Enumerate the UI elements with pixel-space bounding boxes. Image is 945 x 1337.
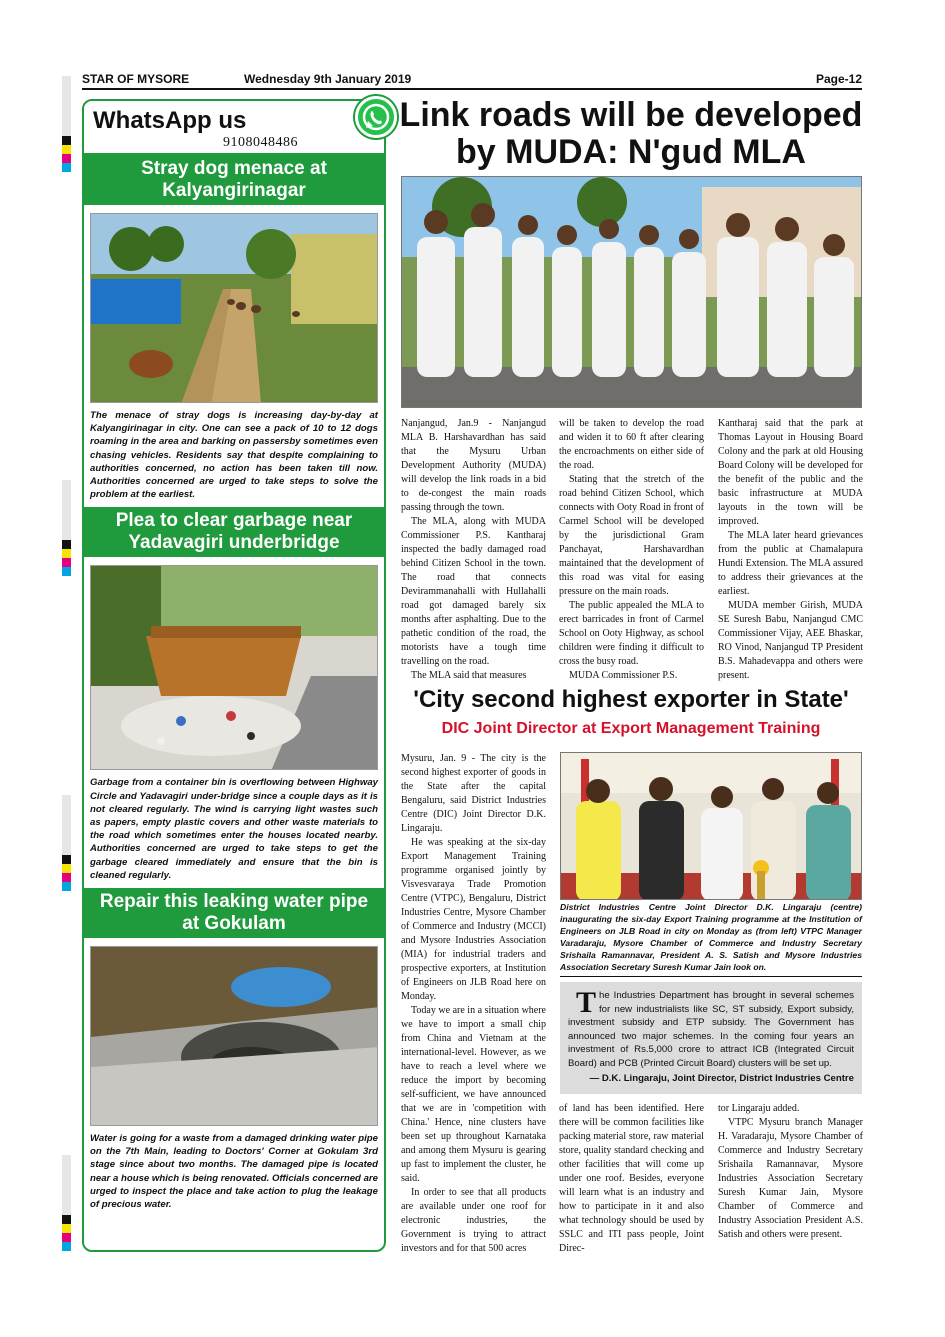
page-number: Page-12 bbox=[815, 72, 862, 86]
whatsapp-number: 9108048486 bbox=[223, 135, 298, 150]
story1-column-1 bbox=[401, 417, 546, 683]
whatsapp-header bbox=[84, 101, 384, 155]
story1-col1-para-3: The MLA said that measures bbox=[411, 670, 527, 681]
issue-date: Wednesday 9th January 2019 bbox=[244, 72, 412, 86]
leaking-pipe-photo bbox=[90, 946, 378, 1126]
sidebar-story-caption-2: Garbage from a container bin is overflowing between Highway Circle and Yadavagiri under-bridge since a couple days as it is not cleared regularly. The wind is carrying light wastes such as papers, empty plastic covers and other waste materials to the road which sometimes enter the houses located nearby. Authorities concerned are urged to take steps to get the garbage cleared immediately and ensure that the bin is cleaned regularly. bbox=[90, 777, 378, 881]
quote-dropcap: T bbox=[576, 986, 597, 1019]
story1-col1-para-2: The MLA, along with MUDA Commissioner P.S. Kantharaj inspected the badly damaged road behind Citizen School in the town. The road that connects Devirammanahalli with Hullahalli road got damaged barely six months after asphalting. Due to the pathetic condition of the road, the motorists have a tough time travelling on the road. bbox=[401, 516, 546, 667]
main-headline: Link roads will be developed by MUDA: N'gud MLA bbox=[399, 96, 863, 171]
stray-dogs-photo bbox=[90, 213, 378, 403]
sidebar-story-heading-2: Plea to clear garbage near Yadavagiri underbridge bbox=[84, 507, 384, 557]
story2-col1-para-2: He was speaking at the six-day Export Management Training programme organised jointly by Visvesvaraya Trade Promotion Centre (VTPC), Bengaluru, District Industries Centre, Mysore Chamber of Commerce and Industry (MCCI) and Mysore Industries Association (MIA) for industrial traders and prospective exporters, at Institution of Engineers on JLB Road here on Monday. bbox=[401, 837, 546, 1002]
export-training-photo bbox=[560, 752, 862, 900]
story1-col2-para-4: MUDA Commissioner P.S. bbox=[569, 670, 678, 681]
story1-column-2 bbox=[559, 417, 704, 683]
story2-subheading: DIC Joint Director at Export Management Training bbox=[441, 720, 821, 737]
sidebar-story-caption-3: Water is going for a waste from a damaged drinking water pipe on the 7th Main, leading to Doctors' Corner at Gokulam 3rd stage since about two months. The damaged pipe is located near a house which is being renovated. Officials concerned are urged to inspect the place and take action to plug the leakage of precious water. bbox=[90, 1133, 378, 1211]
story2-column-2 bbox=[559, 1102, 704, 1256]
story2-column-1 bbox=[401, 752, 546, 1256]
quote-text: he Industries Department has brought in several schemes for new industrialists like SC, ST subsidy, Export subsidy, investment subsidy and ETP subsidy. The Government has announced two major schemes. In the coming four years an investment of Rs.5,000 crore to attract ICB (Integrated Circuit Board) and PCB (Printed Circuit Board) clusters will be set up. bbox=[568, 990, 854, 1069]
sidebar-story-caption-1: The menace of stray dogs is increasing day-by-day at Kalyangirinagar in city. One can see a pack of 10 to 12 dogs roaming in the area and barking on passersby sometimes even chasing vehicles. Residents say that despite complaining to authorities concerned, no action has been taken till now. Authorities concerned are urged to take steps to solve the problem at the earliest. bbox=[90, 410, 378, 501]
story1-col1-para-1: Nanjangud, Jan.9 - Nanjangud MLA B. Harshavardhan has said that the Mysuru Urban Development Authority (MUDA) will develop the link roads in a bid to de-congest the main roads passing through the town. bbox=[401, 418, 546, 513]
mla-inspection-photo bbox=[401, 176, 862, 408]
masthead bbox=[82, 70, 862, 90]
paper-name: STAR OF MYSORE bbox=[82, 72, 190, 86]
story1-col2-para-3: The public appealed the MLA to erect barricades in front of Carmel School on Ooty Highway, as school children were finding it difficult to cross the busy road. bbox=[559, 600, 704, 667]
whatsapp-sidebar bbox=[82, 99, 386, 1252]
story2-headline: 'City second highest exporter in State' bbox=[413, 686, 849, 713]
story1-column-3 bbox=[718, 417, 863, 683]
story1-col3-para-2: The MLA later heard grievances from the public at Chamalapura Hundi Extension. The MLA assured to address their grievances at the earliest. bbox=[718, 530, 863, 597]
story2-col1-para-1: Mysuru, Jan. 9 - The city is the second highest exporter of goods in the State after the capital Bengaluru, said District Industries Centre (DIC) Joint Director D.K. Lingaraju. bbox=[401, 753, 546, 834]
story1-col2-para-2: Stating that the stretch of the road behind Citizen School, which connects with Ooty Road in front of Carmel School will be developed by the jurisdictional Gram Panchayat, Harshavardhan maintained that the development of this road was vital for easing pressure on the main roads. bbox=[559, 474, 704, 597]
story2-col2-para-1: of land has been identified. Here there will be common facilities like packing material store, raw material store, quality standard checking and other facilities that will come up under one roof. Besides, everyone will learn what is an industry and how to participate in it and also what technology should be used by SSLC and ITI pass people, Joint Direc- bbox=[559, 1103, 704, 1254]
story2-col3-para-1: tor Lingaraju added. bbox=[718, 1103, 800, 1114]
story1-col2-para-1: will be taken to develop the road and widen it to 60 ft after clearing the encroachments on either side of the road. bbox=[559, 418, 704, 471]
garbage-bin-photo bbox=[90, 565, 378, 770]
registration-marks-mid bbox=[62, 480, 71, 576]
story1-col3-para-3: MUDA member Girish, MUDA SE Suresh Babu, Nanjangud CMC Commissioner Vijay, AEE Bhaskar, RO Vinod, Nanjangud TP President B.S. Mahadevappa and others were present. bbox=[718, 600, 863, 681]
story2-col1-para-4: In order to see that all products are available under one roof for electronic industries, the Government is trying to attract investors and for that 500 acres bbox=[401, 1187, 546, 1254]
story2-column-3 bbox=[718, 1102, 863, 1242]
registration-marks-top bbox=[62, 76, 71, 172]
export-training-caption: District Industries Centre Joint Director D.K. Lingaraju (centre) inaugurating the six-day Export Training programme at the Institution of Engineers on JLB Road in city on Monday as (from left) VTPC Manager Varadaraju, Mysore Chamber of Commerce and Industry Secretary Srishaila Ramannavar, President A. S. Satish and Mysore Industries Association Secretary Suresh Kumar Jain look on. bbox=[560, 901, 862, 977]
story1-col3-para-1: Kantharaj said that the park at Thomas Layout in Housing Board Colony and the park at old Housing Board Colony will be developed for the benefit of the public and the basic infrastructure at MUDA layouts in the town will be improved. bbox=[718, 418, 863, 527]
registration-marks-low bbox=[62, 795, 71, 891]
registration-marks-bottom bbox=[62, 1155, 71, 1251]
story2-col1-para-3: Today we are in a situation where we have to import a small chip from China and Vietnam at the international-level. However, as we have to reach a level where we reduce the import by becoming self-sufficient, we have announced that we are in 'competition with China.' Hence, nine clusters have been set up throughout Karnataka and among them Mysuru is gearing up fast to implement the cluster, he said. bbox=[401, 1005, 546, 1184]
quote-attribution: — D.K. Lingaraju, Joint Director, District Industries Centre bbox=[589, 1073, 854, 1084]
whatsapp-icon bbox=[355, 96, 397, 138]
sidebar-story-heading-3: Repair this leaking water pipe at Gokulam bbox=[84, 888, 384, 938]
story2-col3-para-2: VTPC Mysuru branch Manager H. Varadaraju, Mysore Chamber of Commerce and Industry Secretary Srishaila Ramannavar, Mysore Industries Association Secretary Suresh Kumar Jain, Mysore Chamber of Commerce and Industry Association President A.S. Satish and others were present. bbox=[718, 1117, 863, 1240]
whatsapp-title: WhatsApp us bbox=[93, 107, 247, 134]
quote-box bbox=[560, 982, 862, 1094]
sidebar-story-heading-1: Stray dog menace at Kalyangirinagar bbox=[84, 155, 384, 205]
